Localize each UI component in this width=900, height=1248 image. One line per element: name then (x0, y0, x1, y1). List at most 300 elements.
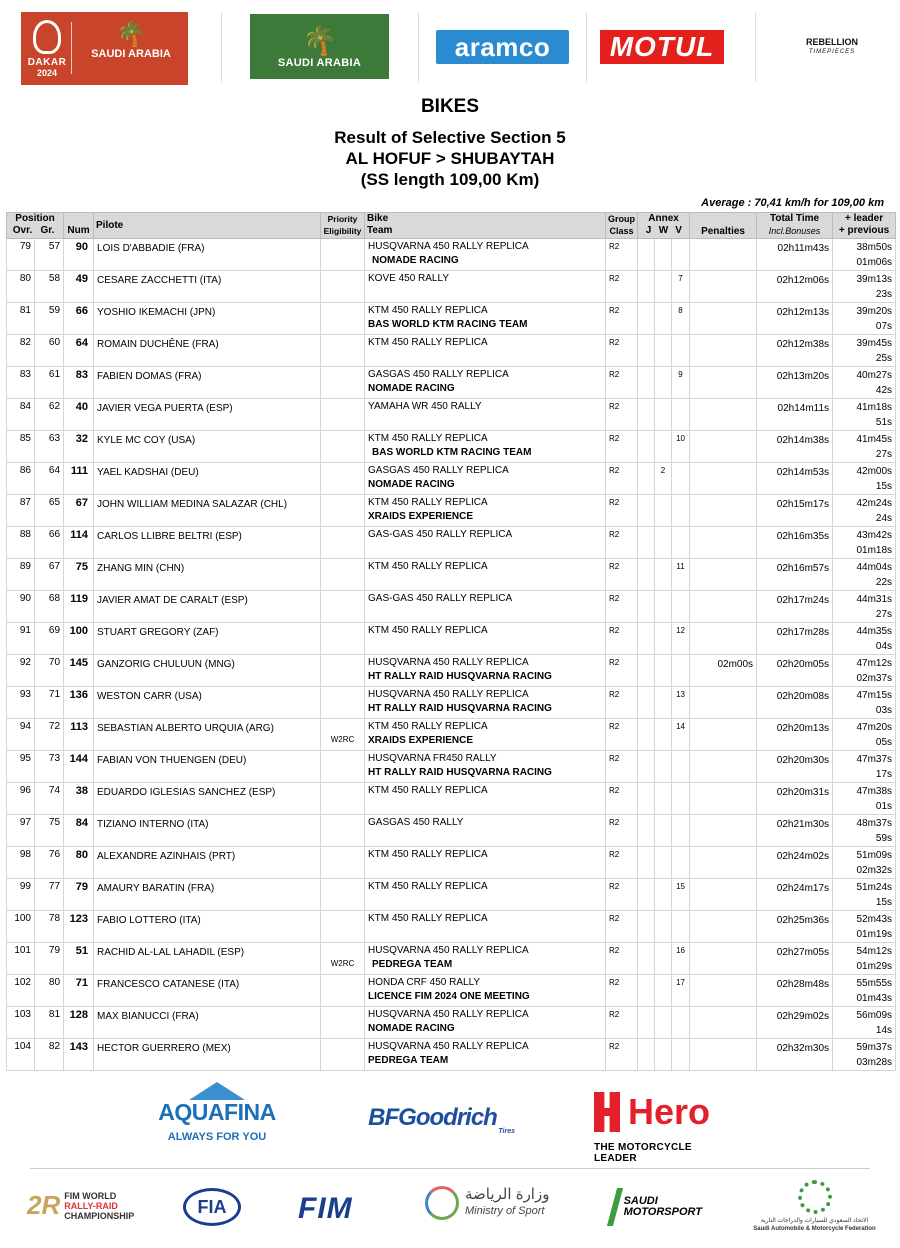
bike-team-cell (365, 847, 606, 879)
table-row (7, 975, 896, 1007)
num-cell: 145 (64, 655, 94, 687)
num-cell: 80 (64, 847, 94, 879)
gap-leader: 52m43s (856, 914, 893, 925)
annex-w-cell (655, 751, 672, 783)
pilot-cell: RACHID AL-LAL LAHADIL (ESP) (94, 943, 321, 975)
bike-team-cell (365, 943, 606, 975)
bike-team-cell (365, 687, 606, 719)
num-cell: 143 (64, 1039, 94, 1071)
results-table (6, 212, 896, 1071)
gap-cell (833, 399, 896, 431)
annex-w-cell (655, 303, 672, 335)
pilot-cell: CARLOS LLIBRE BELTRI (ESP) (94, 527, 321, 559)
annex-w-cell (655, 655, 672, 687)
priority-cell (321, 303, 365, 335)
ovr-cell: 104 (7, 1039, 35, 1071)
gap-cell (833, 975, 896, 1007)
class-cell: R2 (606, 975, 638, 1007)
annex-w-cell (655, 879, 672, 911)
gap-cell (833, 655, 896, 687)
annex-v-cell: 7 (672, 271, 690, 303)
bike-team-cell (365, 399, 606, 431)
wrrc-line3: CHAMPIONSHIP (64, 1210, 135, 1221)
gap-previous: 02m32s (856, 865, 893, 876)
bike-team-cell (365, 239, 606, 271)
annex-j-cell (638, 239, 655, 271)
annex-v-cell: 10 (672, 431, 690, 463)
penalties-cell: 02m00s (690, 655, 757, 687)
num-cell: 128 (64, 1007, 94, 1039)
penalties-cell (690, 239, 757, 271)
priority-cell (321, 495, 365, 527)
gap-leader: 54m12s (856, 946, 893, 957)
table-row (7, 271, 896, 303)
bike-team-cell (365, 495, 606, 527)
pilot-cell: HECTOR GUERRERO (MEX) (94, 1039, 321, 1071)
bike-model: KTM 450 RALLY REPLICA (368, 913, 488, 924)
gap-leader: 51m24s (856, 882, 893, 893)
table-row (7, 591, 896, 623)
sm-line1: SAUDI (623, 1195, 658, 1207)
bfgoodrich-sub: Tires (498, 1128, 515, 1135)
penalties-cell (690, 815, 757, 847)
team-name: NOMADE RACING (372, 255, 459, 266)
bike-model: HONDA CRF 450 RALLY (368, 977, 481, 988)
table-row (7, 655, 896, 687)
priority-cell (321, 367, 365, 399)
priority-cell (321, 1007, 365, 1039)
gr-cell: 73 (35, 751, 64, 783)
annex-v-cell (672, 399, 690, 431)
penalties-cell (690, 719, 757, 751)
pilot-cell: GANZORIG CHULUUN (MNG) (94, 655, 321, 687)
class-cell: R2 (606, 847, 638, 879)
total-time-cell: 02h27m05s (757, 943, 833, 975)
annex-v-cell (672, 463, 690, 495)
pilot-cell: AMAURY BARATIN (FRA) (94, 879, 321, 911)
table-row (7, 879, 896, 911)
annex-w-cell (655, 399, 672, 431)
pilot-cell: ALEXANDRE AZINHAIS (PRT) (94, 847, 321, 879)
priority-cell (321, 847, 365, 879)
pilot-cell: MAX BIANUCCI (FRA) (94, 1007, 321, 1039)
total-time-cell: 02h28m48s (757, 975, 833, 1007)
gap-cell (833, 239, 896, 271)
annex-v-cell (672, 655, 690, 687)
pilot-cell: EDUARDO IGLESIAS SANCHEZ (ESP) (94, 783, 321, 815)
penalties-cell (690, 783, 757, 815)
num-cell: 79 (64, 879, 94, 911)
gr-cell: 80 (35, 975, 64, 1007)
table-row (7, 815, 896, 847)
table-row (7, 783, 896, 815)
gr-cell: 79 (35, 943, 64, 975)
annex-v-cell (672, 751, 690, 783)
penalties-cell (690, 975, 757, 1007)
annex-w-cell (655, 911, 672, 943)
gap-previous: 25s (875, 353, 893, 364)
federation-logos (0, 1180, 900, 1240)
aquafina-name: AQUAFINA (158, 1099, 276, 1125)
gr-cell: 69 (35, 623, 64, 655)
bike-model: HUSQVARNA 450 RALLY REPLICA (368, 657, 529, 668)
bike-team-cell (365, 783, 606, 815)
penalties-cell (690, 431, 757, 463)
bike-model: HUSQVARNA 450 RALLY REPLICA (368, 689, 529, 700)
hero-h-icon (594, 1092, 620, 1132)
bike-model: KTM 450 RALLY REPLICA (368, 433, 488, 444)
total-time-cell: 02h12m06s (757, 271, 833, 303)
class-cell: R2 (606, 399, 638, 431)
gap-cell (833, 719, 896, 751)
gap-leader: 39m13s (856, 274, 893, 285)
bike-model: KTM 450 RALLY REPLICA (368, 881, 488, 892)
class-cell: R2 (606, 303, 638, 335)
gap-previous: 05s (875, 737, 893, 748)
sponsor-logos (0, 1078, 900, 1164)
pilot-cell: FABIEN DOMAS (FRA) (94, 367, 321, 399)
ovr-cell: 91 (7, 623, 35, 655)
table-row (7, 943, 896, 975)
bike-team-cell (365, 751, 606, 783)
gap-previous: 42s (875, 385, 893, 396)
ovr-cell: 103 (7, 1007, 35, 1039)
gr-cell: 58 (35, 271, 64, 303)
num-cell: 113 (64, 719, 94, 751)
table-row (7, 463, 896, 495)
total-time-cell: 02h20m08s (757, 687, 833, 719)
gr-cell: 57 (35, 239, 64, 271)
penalties-header: Penalties (690, 213, 757, 239)
team-name: PEDREGA TEAM (368, 1055, 449, 1066)
annex-w-cell (655, 431, 672, 463)
ovr-cell: 79 (7, 239, 35, 271)
bike-model: GASGAS 450 RALLY (368, 817, 464, 828)
annex-w-cell (655, 815, 672, 847)
penalties-cell (690, 911, 757, 943)
bike-team-cell (365, 559, 606, 591)
bike-team-cell (365, 1039, 606, 1071)
length-title: (SS length 109,00 Km) (360, 170, 540, 189)
annex-j-cell (638, 495, 655, 527)
gap-previous: 14s (875, 1025, 893, 1036)
penalties-cell (690, 879, 757, 911)
priority-cell: W2RC (321, 943, 365, 975)
gr-cell: 60 (35, 335, 64, 367)
gap-cell (833, 751, 896, 783)
num-cell: 67 (64, 495, 94, 527)
class-cell: R2 (606, 623, 638, 655)
annex-j-cell (638, 367, 655, 399)
gap-cell (833, 783, 896, 815)
annex-j-cell (638, 783, 655, 815)
gap-cell (833, 431, 896, 463)
annex-j-cell (638, 431, 655, 463)
position-header: Position Ovr. Gr. (7, 213, 64, 239)
gap-leader: 51m09s (856, 850, 893, 861)
pilot-cell: JOHN WILLIAM MEDINA SALAZAR (CHL) (94, 495, 321, 527)
penalties-cell (690, 847, 757, 879)
samf-emblem-icon (798, 1180, 832, 1214)
table-header-row (7, 213, 896, 239)
bfgoodrich-logo (350, 1104, 515, 1134)
bike-team-cell (365, 623, 606, 655)
annex-j-cell (638, 527, 655, 559)
dakar-word: DAKAR (27, 57, 67, 68)
team-name: HT RALLY RAID HUSQVARNA RACING (368, 671, 552, 682)
annex-j-cell (638, 943, 655, 975)
total-time-cell: 02h17m28s (757, 623, 833, 655)
total-time-cell: 02h13m20s (757, 367, 833, 399)
priority-cell (321, 623, 365, 655)
penalties-cell (690, 1039, 757, 1071)
penalties-cell (690, 559, 757, 591)
bike-team-cell (365, 655, 606, 687)
ministry-ar: وزارة الرياضة (465, 1186, 550, 1203)
pilot-cell: YOSHIO IKEMACHI (JPN) (94, 303, 321, 335)
annex-j-cell (638, 303, 655, 335)
gap-previous: 01s (875, 801, 893, 812)
gap-previous: 27s (875, 609, 893, 620)
bike-team-cell (365, 879, 606, 911)
pilot-cell: FRANCESCO CATANESE (ITA) (94, 975, 321, 1007)
gap-cell (833, 847, 896, 879)
bike-model: KTM 450 RALLY REPLICA (368, 849, 488, 860)
gap-leader: 47m37s (856, 754, 893, 765)
annex-j-cell (638, 655, 655, 687)
annex-v-cell: 14 (672, 719, 690, 751)
gap-leader: 40m27s (856, 370, 893, 381)
gap-leader: 47m20s (856, 722, 893, 733)
num-cell: 144 (64, 751, 94, 783)
penalties-cell (690, 463, 757, 495)
num-cell: 64 (64, 335, 94, 367)
annex-j-cell (638, 719, 655, 751)
ovr-cell: 102 (7, 975, 35, 1007)
priority-cell (321, 783, 365, 815)
pilot-cell: ROMAIN DUCHÊNE (FRA) (94, 335, 321, 367)
ovr-cell: 99 (7, 879, 35, 911)
annex-j-cell (638, 335, 655, 367)
class-cell: R2 (606, 271, 638, 303)
bike-model: KTM 450 RALLY REPLICA (368, 721, 488, 732)
ovr-cell: 81 (7, 303, 35, 335)
gap-cell (833, 911, 896, 943)
gap-cell (833, 527, 896, 559)
bike-team-cell (365, 303, 606, 335)
pilot-cell: STUART GREGORY (ZAF) (94, 623, 321, 655)
priority-cell (321, 239, 365, 271)
priority-cell (321, 335, 365, 367)
annex-w-cell: 2 (655, 463, 672, 495)
table-row (7, 623, 896, 655)
annex-w-cell (655, 527, 672, 559)
table-row (7, 527, 896, 559)
bike-model: GAS-GAS 450 RALLY REPLICA (368, 529, 513, 540)
pilot-cell: JAVIER AMAT DE CARALT (ESP) (94, 591, 321, 623)
gap-previous: 17s (875, 769, 893, 780)
priority-cell (321, 591, 365, 623)
priority-cell (321, 271, 365, 303)
gap-cell (833, 623, 896, 655)
pilot-cell: FABIAN VON THUENGEN (DEU) (94, 751, 321, 783)
team-name: NOMADE RACING (368, 383, 455, 394)
gap-previous: 23s (875, 289, 893, 300)
annex-v-cell (672, 911, 690, 943)
saudi-motorsport-logo (612, 1188, 702, 1226)
penalties-cell (690, 943, 757, 975)
pilot-cell: CESARE ZACCHETTI (ITA) (94, 271, 321, 303)
priority-header: Priority Eligibility (321, 213, 365, 239)
bike-team-cell (365, 815, 606, 847)
gap-leader: 59m37s (856, 1042, 893, 1053)
num-cell: 123 (64, 911, 94, 943)
table-row (7, 431, 896, 463)
motul-logo: MOTUL (600, 30, 724, 64)
annex-v-cell: 9 (672, 367, 690, 399)
num-cell: 100 (64, 623, 94, 655)
bike-model: GASGAS 450 RALLY REPLICA (368, 369, 509, 380)
class-cell: R2 (606, 783, 638, 815)
ministry-of-sport-logo (425, 1186, 565, 1220)
bike-team-cell (365, 719, 606, 751)
annex-v-cell (672, 495, 690, 527)
gap-leader: 42m24s (856, 498, 893, 509)
gap-cell (833, 335, 896, 367)
saudi-arabia-logo (250, 14, 389, 79)
annex-v-cell (672, 335, 690, 367)
annex-j-cell (638, 687, 655, 719)
team-name: BAS WORLD KTM RACING TEAM (372, 447, 532, 458)
ovr-cell: 82 (7, 335, 35, 367)
wrrc-line1: FIM WORLD (64, 1190, 117, 1201)
ministry-en: Ministry of Sport (465, 1205, 545, 1217)
class-cell: R2 (606, 1007, 638, 1039)
num-cell: 83 (64, 367, 94, 399)
gap-cell (833, 687, 896, 719)
gap-previous: 27s (875, 449, 893, 460)
ovr-cell: 92 (7, 655, 35, 687)
gap-leader: 47m15s (856, 690, 893, 701)
total-time-cell: 02h12m38s (757, 335, 833, 367)
annex-w-cell (655, 1007, 672, 1039)
class-cell: R2 (606, 751, 638, 783)
class-cell: R2 (606, 591, 638, 623)
rebellion-logo (786, 36, 878, 58)
gr-cell: 59 (35, 303, 64, 335)
bike-model: GAS-GAS 450 RALLY REPLICA (368, 593, 513, 604)
pilot-cell: YAEL KADSHAI (DEU) (94, 463, 321, 495)
header-logos (0, 12, 900, 87)
table-row (7, 687, 896, 719)
annex-v-cell (672, 1007, 690, 1039)
num-cell: 49 (64, 271, 94, 303)
total-time-cell: 02h32m30s (757, 1039, 833, 1071)
class-cell: R2 (606, 431, 638, 463)
annex-v-cell (672, 1039, 690, 1071)
class-cell: R2 (606, 495, 638, 527)
priority-cell (321, 815, 365, 847)
num-cell: 40 (64, 399, 94, 431)
annex-w-cell (655, 239, 672, 271)
annex-w-cell (655, 943, 672, 975)
gap-leader: 39m20s (856, 306, 893, 317)
annex-v-cell (672, 847, 690, 879)
gap-cell (833, 879, 896, 911)
annex-header: Annex J W V (638, 213, 690, 239)
penalties-cell (690, 591, 757, 623)
class-cell: R2 (606, 335, 638, 367)
priority-cell: W2RC (321, 719, 365, 751)
bike-team-header: Bike Team (365, 213, 606, 239)
table-row (7, 367, 896, 399)
annex-v-cell: 15 (672, 879, 690, 911)
annex-w-cell (655, 687, 672, 719)
annex-j-cell (638, 1007, 655, 1039)
section-title: Result of Selective Section 5 (334, 128, 566, 147)
table-row (7, 239, 896, 271)
class-cell: R2 (606, 559, 638, 591)
gr-cell: 67 (35, 559, 64, 591)
table-row (7, 1007, 896, 1039)
gap-previous: 07s (875, 321, 893, 332)
ovr-cell: 89 (7, 559, 35, 591)
rebellion-sub: TIMEPIECES (808, 49, 856, 55)
total-time-cell: 02h20m31s (757, 783, 833, 815)
bike-model: HUSQVARNA FR450 RALLY (368, 753, 497, 764)
bfgoodrich-name: BFGoodrich (368, 1104, 497, 1131)
bike-team-cell (365, 1007, 606, 1039)
priority-cell (321, 687, 365, 719)
gap-leader: 41m18s (856, 402, 893, 413)
total-time-cell: 02h11m43s (757, 239, 833, 271)
table-row (7, 847, 896, 879)
penalties-cell (690, 1007, 757, 1039)
class-cell: R2 (606, 239, 638, 271)
gap-previous: 01m19s (856, 929, 893, 940)
annex-j-cell (638, 879, 655, 911)
class-cell: R2 (606, 655, 638, 687)
annex-w-cell (655, 591, 672, 623)
class-cell: R2 (606, 943, 638, 975)
gap-leader: 48m37s (856, 818, 893, 829)
report-titles (0, 96, 900, 190)
ovr-cell: 93 (7, 687, 35, 719)
gr-cell: 74 (35, 783, 64, 815)
table-row (7, 1039, 896, 1071)
samf-en: Saudi Automobile & Motorcycle Federation (753, 1226, 876, 1232)
bike-team-cell (365, 271, 606, 303)
annex-v-cell (672, 783, 690, 815)
total-time-cell: 02h14m38s (757, 431, 833, 463)
num-cell: 111 (64, 463, 94, 495)
annex-v-cell: 13 (672, 687, 690, 719)
pilot-cell: TIZIANO INTERNO (ITA) (94, 815, 321, 847)
gap-previous: 01m06s (856, 257, 893, 268)
annex-j-cell (638, 911, 655, 943)
bike-model: KTM 450 RALLY REPLICA (368, 625, 488, 636)
total-time-header: Total Time Incl.Bonuses (757, 213, 833, 239)
total-time-cell: 02h24m17s (757, 879, 833, 911)
aramco-logo: aramco (436, 30, 569, 64)
ovr-cell: 86 (7, 463, 35, 495)
gap-leader: 55m55s (856, 978, 893, 989)
num-cell: 75 (64, 559, 94, 591)
gap-previous: 03s (875, 705, 893, 716)
priority-cell (321, 975, 365, 1007)
priority-cell (321, 431, 365, 463)
annex-j-cell (638, 975, 655, 1007)
